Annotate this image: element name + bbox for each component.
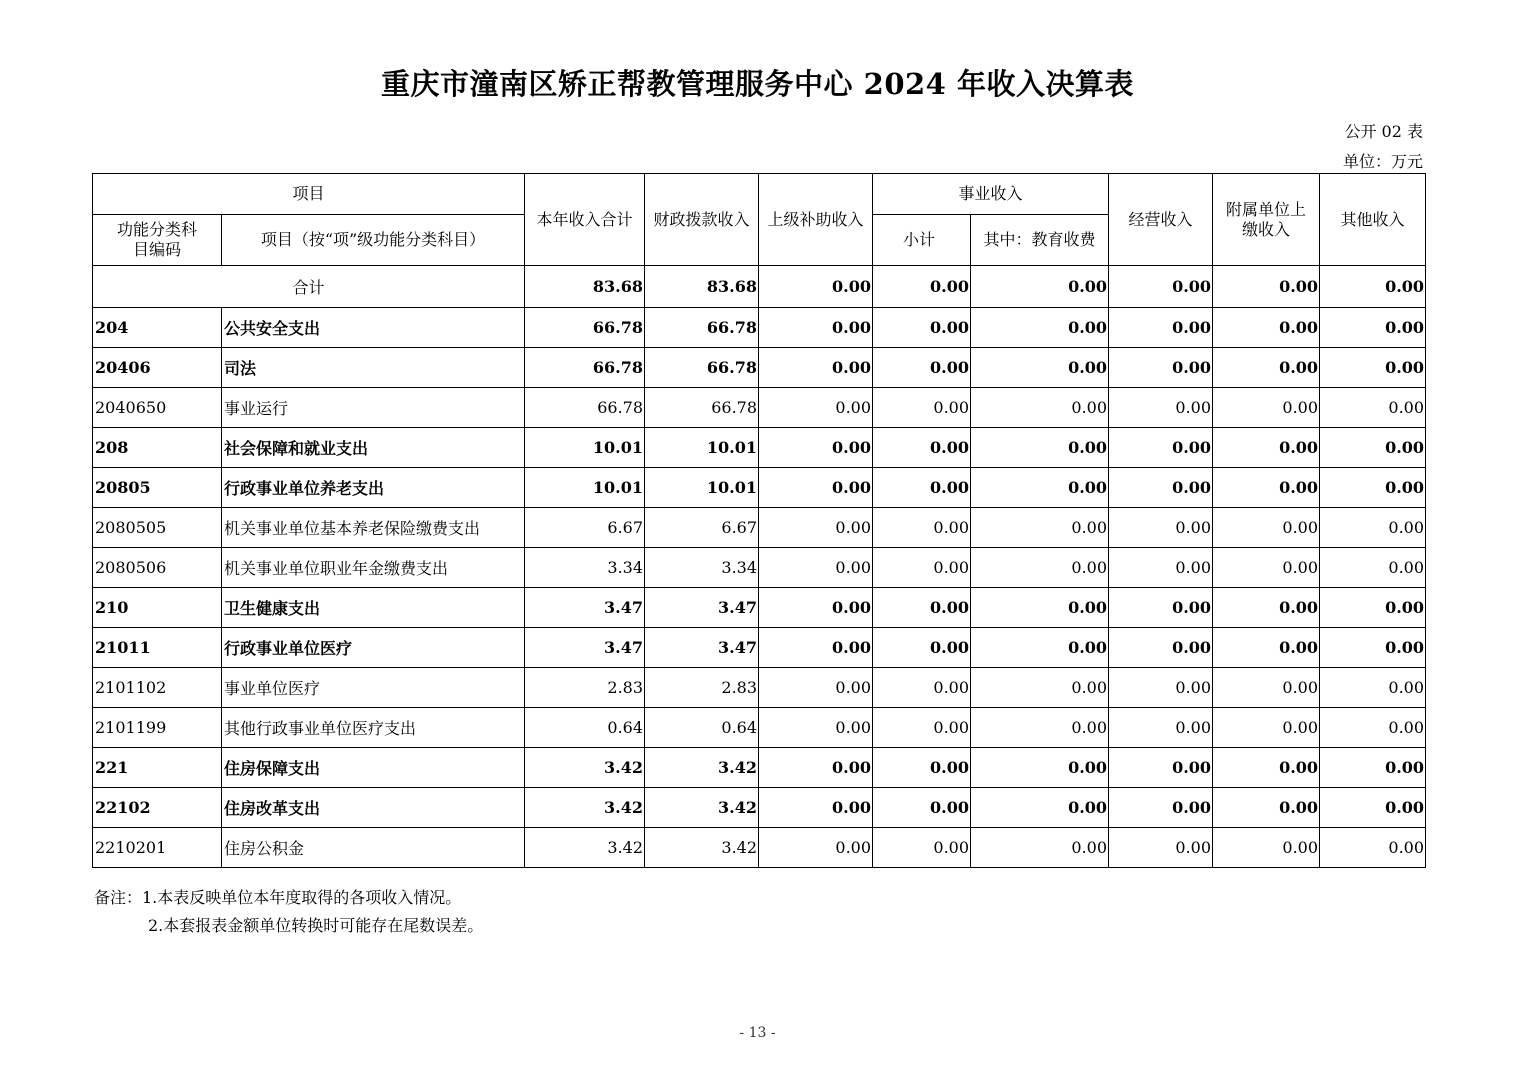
total-value: 0.00 bbox=[873, 266, 971, 308]
row-value: 0.00 bbox=[1109, 668, 1213, 708]
row-code: 204 bbox=[93, 308, 222, 348]
row-name: 事业运行 bbox=[222, 388, 525, 428]
total-value: 0.00 bbox=[1213, 266, 1320, 308]
row-value: 0.00 bbox=[1109, 828, 1213, 868]
row-value: 0.00 bbox=[873, 788, 971, 828]
table-row bbox=[93, 508, 1426, 548]
table-row bbox=[93, 388, 1426, 428]
row-value: 3.42 bbox=[525, 788, 645, 828]
header-total: 本年收入合计 bbox=[525, 174, 645, 266]
row-name: 其他行政事业单位医疗支出 bbox=[222, 708, 525, 748]
table-row bbox=[93, 468, 1426, 508]
row-value: 0.00 bbox=[1213, 788, 1320, 828]
row-value: 0.00 bbox=[1213, 348, 1320, 388]
row-value: 0.00 bbox=[759, 708, 873, 748]
row-value: 0.00 bbox=[873, 628, 971, 668]
row-value: 0.00 bbox=[1109, 428, 1213, 468]
row-value: 0.00 bbox=[971, 308, 1109, 348]
row-value: 0.00 bbox=[1109, 588, 1213, 628]
row-value: 0.00 bbox=[759, 348, 873, 388]
row-name: 机关事业单位基本养老保险缴费支出 bbox=[222, 508, 525, 548]
total-value: 83.68 bbox=[645, 266, 759, 308]
row-value: 2.83 bbox=[645, 668, 759, 708]
note-line-2: 2.本套报表金额单位转换时可能存在尾数误差。 bbox=[148, 916, 484, 935]
row-name: 卫生健康支出 bbox=[222, 588, 525, 628]
row-value: 0.00 bbox=[873, 588, 971, 628]
row-name: 司法 bbox=[222, 348, 525, 388]
row-code: 2080505 bbox=[93, 508, 222, 548]
row-value: 0.00 bbox=[971, 548, 1109, 588]
row-value: 0.00 bbox=[759, 828, 873, 868]
header-affiliate: 附属单位上缴收入 bbox=[1213, 174, 1320, 266]
row-value: 3.42 bbox=[645, 748, 759, 788]
row-name: 事业单位医疗 bbox=[222, 668, 525, 708]
row-code: 2080506 bbox=[93, 548, 222, 588]
header-upper: 上级补助收入 bbox=[759, 174, 873, 266]
row-value: 0.00 bbox=[1320, 548, 1426, 588]
row-value: 0.00 bbox=[971, 348, 1109, 388]
row-name: 社会保障和就业支出 bbox=[222, 428, 525, 468]
row-code: 2210201 bbox=[93, 828, 222, 868]
header-edu: 其中：教育收费 bbox=[971, 215, 1109, 266]
row-value: 3.34 bbox=[525, 548, 645, 588]
row-value: 0.00 bbox=[759, 628, 873, 668]
table-row bbox=[93, 748, 1426, 788]
header-other: 其他收入 bbox=[1320, 174, 1426, 266]
row-value: 0.00 bbox=[759, 748, 873, 788]
page-title: 重庆市潼南区矫正帮教管理服务中心 2024 年收入决算表 bbox=[381, 67, 1134, 101]
row-value: 0.00 bbox=[971, 428, 1109, 468]
row-value: 0.00 bbox=[759, 548, 873, 588]
row-value: 0.00 bbox=[971, 668, 1109, 708]
row-code: 208 bbox=[93, 428, 222, 468]
row-value: 10.01 bbox=[645, 428, 759, 468]
table-body bbox=[93, 266, 1426, 868]
row-value: 0.00 bbox=[971, 468, 1109, 508]
unit-label: 单位：万元 bbox=[1342, 152, 1423, 171]
row-value: 0.00 bbox=[873, 668, 971, 708]
row-value: 0.00 bbox=[1320, 788, 1426, 828]
row-value: 10.01 bbox=[645, 468, 759, 508]
row-value: 0.00 bbox=[1213, 708, 1320, 748]
row-value: 0.00 bbox=[1109, 348, 1213, 388]
row-value: 0.00 bbox=[1109, 628, 1213, 668]
total-row bbox=[93, 266, 1426, 308]
row-value: 0.00 bbox=[1109, 548, 1213, 588]
row-value: 0.00 bbox=[873, 468, 971, 508]
row-value: 0.00 bbox=[759, 668, 873, 708]
row-name: 行政事业单位医疗 bbox=[222, 628, 525, 668]
row-value: 0.00 bbox=[759, 468, 873, 508]
row-value: 0.00 bbox=[1213, 828, 1320, 868]
header-fiscal: 财政拨款收入 bbox=[645, 174, 759, 266]
row-value: 0.00 bbox=[759, 308, 873, 348]
row-value: 0.00 bbox=[1320, 468, 1426, 508]
row-value: 66.78 bbox=[525, 308, 645, 348]
total-value: 0.00 bbox=[759, 266, 873, 308]
row-value: 0.00 bbox=[759, 588, 873, 628]
header-career: 事业收入 bbox=[873, 174, 1109, 215]
row-value: 0.00 bbox=[1213, 388, 1320, 428]
total-value: 0.00 bbox=[1109, 266, 1213, 308]
row-value: 0.00 bbox=[1320, 348, 1426, 388]
row-value: 0.00 bbox=[873, 388, 971, 428]
table-row bbox=[93, 308, 1426, 348]
row-value: 0.00 bbox=[1213, 308, 1320, 348]
row-value: 0.00 bbox=[759, 428, 873, 468]
row-value: 6.67 bbox=[645, 508, 759, 548]
row-value: 0.00 bbox=[1109, 788, 1213, 828]
table-row bbox=[93, 828, 1426, 868]
row-value: 0.00 bbox=[971, 788, 1109, 828]
row-name: 公共安全支出 bbox=[222, 308, 525, 348]
row-value: 0.00 bbox=[971, 828, 1109, 868]
row-value: 0.00 bbox=[873, 348, 971, 388]
row-name: 住房保障支出 bbox=[222, 748, 525, 788]
row-code: 21011 bbox=[93, 628, 222, 668]
row-value: 0.00 bbox=[759, 788, 873, 828]
row-value: 0.00 bbox=[1213, 428, 1320, 468]
row-value: 6.67 bbox=[525, 508, 645, 548]
row-value: 2.83 bbox=[525, 668, 645, 708]
row-value: 66.78 bbox=[525, 348, 645, 388]
row-value: 0.00 bbox=[873, 748, 971, 788]
row-code: 22102 bbox=[93, 788, 222, 828]
row-value: 0.64 bbox=[645, 708, 759, 748]
row-name: 住房公积金 bbox=[222, 828, 525, 868]
row-value: 0.00 bbox=[1320, 668, 1426, 708]
row-value: 0.00 bbox=[1109, 748, 1213, 788]
row-value: 0.00 bbox=[873, 708, 971, 748]
table-row bbox=[93, 788, 1426, 828]
row-name: 行政事业单位养老支出 bbox=[222, 468, 525, 508]
row-value: 0.00 bbox=[1213, 548, 1320, 588]
row-code: 221 bbox=[93, 748, 222, 788]
row-value: 0.00 bbox=[1320, 588, 1426, 628]
row-code: 210 bbox=[93, 588, 222, 628]
row-code: 20805 bbox=[93, 468, 222, 508]
row-value: 0.00 bbox=[1320, 508, 1426, 548]
table-row bbox=[93, 668, 1426, 708]
row-value: 0.00 bbox=[873, 308, 971, 348]
row-name: 住房改革支出 bbox=[222, 788, 525, 828]
row-value: 3.47 bbox=[525, 588, 645, 628]
row-value: 0.00 bbox=[1213, 588, 1320, 628]
row-value: 66.78 bbox=[525, 388, 645, 428]
row-value: 0.00 bbox=[873, 828, 971, 868]
table-row bbox=[93, 628, 1426, 668]
row-value: 3.47 bbox=[525, 628, 645, 668]
row-value: 66.78 bbox=[645, 308, 759, 348]
row-value: 0.00 bbox=[971, 748, 1109, 788]
row-value: 3.42 bbox=[525, 748, 645, 788]
row-value: 3.42 bbox=[645, 788, 759, 828]
row-value: 0.00 bbox=[971, 588, 1109, 628]
table-row bbox=[93, 708, 1426, 748]
page-number: - 13 - bbox=[739, 1025, 776, 1041]
row-value: 0.00 bbox=[1109, 708, 1213, 748]
row-code: 20406 bbox=[93, 348, 222, 388]
row-value: 3.42 bbox=[525, 828, 645, 868]
total-value: 0.00 bbox=[971, 266, 1109, 308]
header-subtotal: 小计 bbox=[873, 215, 971, 266]
row-value: 0.00 bbox=[873, 428, 971, 468]
row-value: 3.47 bbox=[645, 588, 759, 628]
row-value: 0.00 bbox=[1213, 748, 1320, 788]
row-code: 2101102 bbox=[93, 668, 222, 708]
row-value: 0.00 bbox=[873, 548, 971, 588]
row-value: 0.00 bbox=[1109, 308, 1213, 348]
note-line-1: 备注：1.本表反映单位本年度取得的各项收入情况。 bbox=[94, 888, 462, 907]
header-item: 项目 bbox=[93, 174, 525, 215]
table-row bbox=[93, 348, 1426, 388]
header-business: 经营收入 bbox=[1109, 174, 1213, 266]
table-row bbox=[93, 428, 1426, 468]
row-value: 0.00 bbox=[971, 708, 1109, 748]
row-value: 0.00 bbox=[1213, 628, 1320, 668]
row-value: 3.42 bbox=[645, 828, 759, 868]
row-value: 0.00 bbox=[1320, 828, 1426, 868]
total-label: 合计 bbox=[93, 266, 525, 308]
row-value: 0.00 bbox=[1213, 468, 1320, 508]
row-value: 0.00 bbox=[873, 508, 971, 548]
table-row bbox=[93, 548, 1426, 588]
header-item-name: 项目（按“项”级功能分类科目） bbox=[222, 215, 525, 266]
total-value: 83.68 bbox=[525, 266, 645, 308]
row-value: 0.00 bbox=[1109, 508, 1213, 548]
form-number: 公开 02 表 bbox=[1344, 122, 1423, 141]
row-code: 2040650 bbox=[93, 388, 222, 428]
row-value: 0.00 bbox=[1320, 628, 1426, 668]
row-value: 0.00 bbox=[1320, 388, 1426, 428]
row-name: 机关事业单位职业年金缴费支出 bbox=[222, 548, 525, 588]
row-value: 66.78 bbox=[645, 388, 759, 428]
row-value: 0.00 bbox=[759, 508, 873, 548]
row-value: 0.64 bbox=[525, 708, 645, 748]
table-row bbox=[93, 588, 1426, 628]
row-value: 0.00 bbox=[971, 388, 1109, 428]
row-value: 3.47 bbox=[645, 628, 759, 668]
row-value: 0.00 bbox=[1320, 308, 1426, 348]
row-value: 0.00 bbox=[1109, 468, 1213, 508]
row-value: 0.00 bbox=[759, 388, 873, 428]
row-value: 10.01 bbox=[525, 468, 645, 508]
row-value: 0.00 bbox=[1213, 668, 1320, 708]
row-value: 0.00 bbox=[1320, 748, 1426, 788]
total-value: 0.00 bbox=[1320, 266, 1426, 308]
row-code: 2101199 bbox=[93, 708, 222, 748]
header-func-code: 功能分类科目编码 bbox=[93, 215, 222, 266]
row-value: 3.34 bbox=[645, 548, 759, 588]
row-value: 0.00 bbox=[1320, 708, 1426, 748]
row-value: 10.01 bbox=[525, 428, 645, 468]
row-value: 66.78 bbox=[645, 348, 759, 388]
row-value: 0.00 bbox=[1109, 388, 1213, 428]
row-value: 0.00 bbox=[971, 628, 1109, 668]
row-value: 0.00 bbox=[1213, 508, 1320, 548]
income-table bbox=[92, 173, 1426, 868]
row-value: 0.00 bbox=[1320, 428, 1426, 468]
row-value: 0.00 bbox=[971, 508, 1109, 548]
notes bbox=[94, 884, 483, 940]
